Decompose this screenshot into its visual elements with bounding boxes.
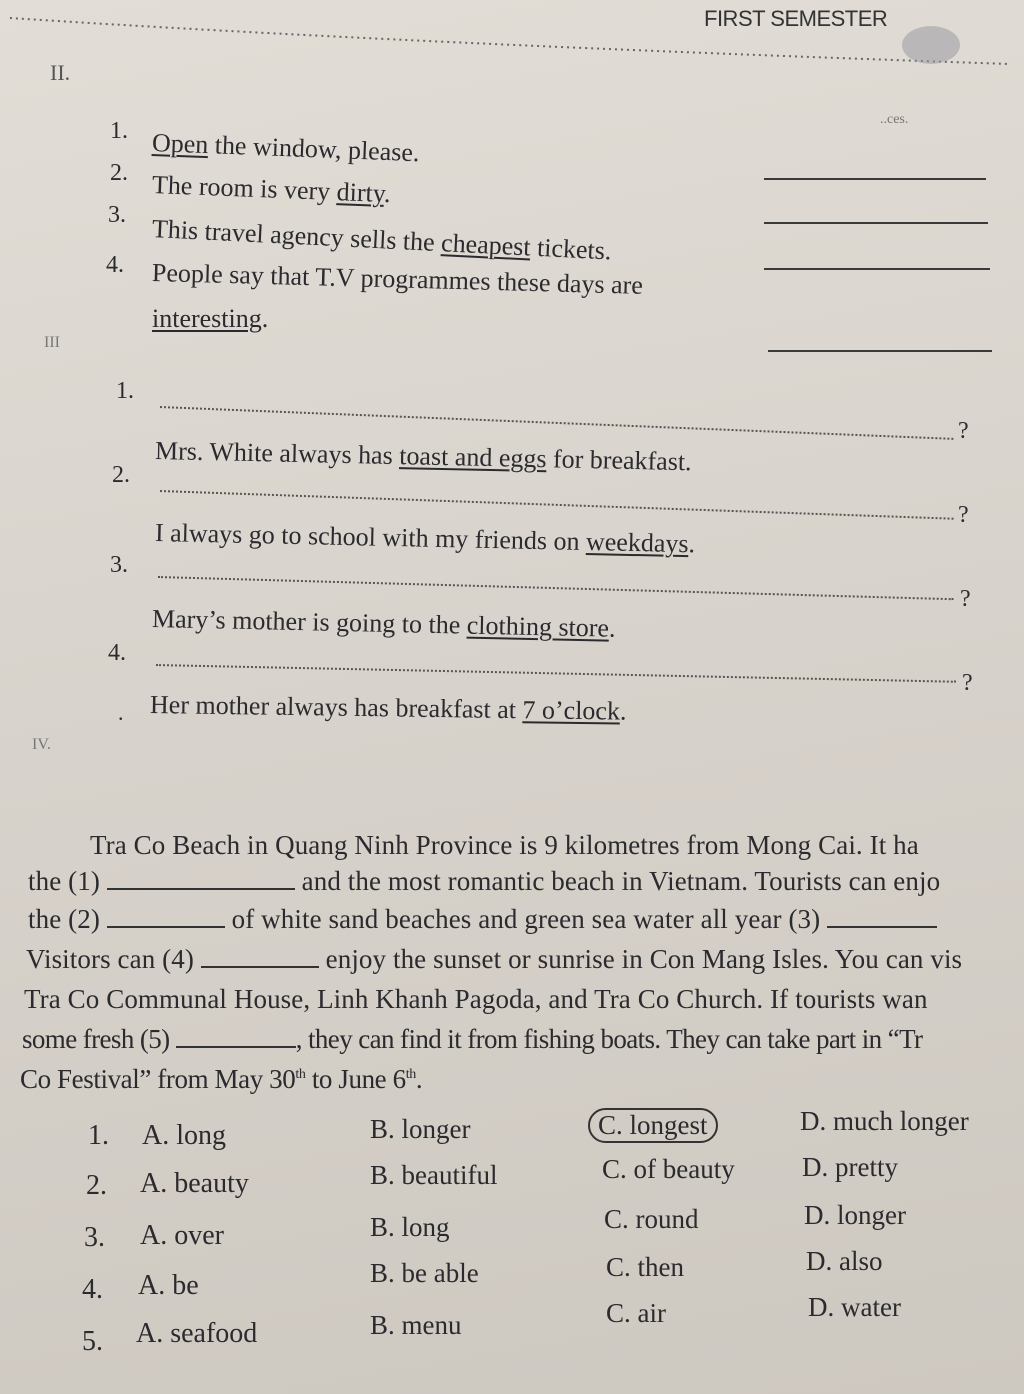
s3-question-mark-4: ? xyxy=(962,670,973,696)
s2-item-4-sentence-line1: People say that T.V programmes these days are xyxy=(151,258,644,300)
option-2-d[interactable]: D. pretty xyxy=(802,1152,898,1182)
option-2-b[interactable]: B. beautiful xyxy=(370,1160,498,1190)
s3-item-1-number: 1. xyxy=(116,378,134,404)
s3-item-4-sentence: Her mother always has breakfast at 7 o’clock. xyxy=(149,690,627,726)
s2-item-4-number: 4. xyxy=(106,252,124,278)
s2-answer-line-4[interactable] xyxy=(768,350,992,352)
selected-answer-circle: C. longest xyxy=(588,1108,718,1143)
s3-item-4-number: 4. xyxy=(108,640,126,666)
semester-header: FIRST SEMESTER xyxy=(704,6,888,31)
s2-item-4-sentence-line2: interesting. xyxy=(152,304,269,333)
option-4-b[interactable]: B. be able xyxy=(370,1258,479,1288)
option-5-a[interactable]: A. seafood xyxy=(136,1318,258,1349)
s2-answer-line-1[interactable] xyxy=(764,178,986,180)
passage-line-3: the (2) of white sand beaches and green sea water all year (3) xyxy=(28,904,937,935)
option-5-b[interactable]: B. menu xyxy=(370,1310,462,1340)
blank-1[interactable] xyxy=(107,866,295,890)
option-4-c[interactable]: C. then xyxy=(606,1252,684,1282)
passage-line-1: Tra Co Beach in Quang Ninh Province is 9 kilometres from Mong Cai. It ha xyxy=(90,830,919,860)
s3-item-3-sentence: Mary’s mother is going to the clothing store. xyxy=(151,604,616,643)
passage-line-7: Co Festival” from May 30th to June 6th. xyxy=(20,1064,423,1094)
s2-item-1-sentence: Open the window, please. xyxy=(151,128,421,168)
blank-5[interactable] xyxy=(176,1024,296,1048)
option-1-b[interactable]: B. longer xyxy=(370,1114,471,1144)
option-5-d[interactable]: D. water xyxy=(808,1292,901,1322)
s3-dotted-answer-line-4[interactable] xyxy=(156,664,956,683)
option-row-3-number: 3. xyxy=(84,1222,105,1253)
corner-note: ..ces. xyxy=(880,112,909,127)
option-2-a[interactable]: A. beauty xyxy=(140,1168,249,1199)
s2-item-1-number: 1. xyxy=(110,118,128,144)
s2-item-3-number: 3. xyxy=(108,202,126,228)
s3-bullet: . xyxy=(118,700,124,725)
blank-4[interactable] xyxy=(201,944,319,968)
passage-line-5: Tra Co Communal House, Linh Khanh Pagoda, and Tra Co Church. If tourists wan xyxy=(24,984,928,1014)
option-2-c[interactable]: C. of beauty xyxy=(602,1154,735,1184)
s3-dotted-answer-line-2[interactable] xyxy=(160,490,954,520)
s3-question-mark-3: ? xyxy=(960,586,971,612)
section-roman-numeral: II. xyxy=(50,60,71,85)
option-row-1-number: 1. xyxy=(88,1120,109,1151)
s3-dotted-answer-line-3[interactable] xyxy=(158,576,954,600)
s3-question-mark-2: ? xyxy=(958,502,969,528)
option-1-a[interactable]: A. long xyxy=(142,1120,226,1151)
blank-3[interactable] xyxy=(827,904,937,928)
option-4-a[interactable]: A. be xyxy=(138,1270,199,1301)
passage-line-4: Visitors can (4) enjoy the sunset or sunrise in Con Mang Isles. You can vis xyxy=(26,944,963,974)
passage-line-2: the (1) and the most romantic beach in Vietnam. Tourists can enjo xyxy=(28,866,941,896)
s3-item-2-number: 2. xyxy=(112,462,130,488)
s2-answer-line-3[interactable] xyxy=(764,268,990,270)
option-row-4-number: 4. xyxy=(82,1274,103,1305)
s2-item-2-number: 2. xyxy=(110,160,128,186)
blank-2[interactable] xyxy=(107,904,225,928)
page-badge-icon xyxy=(902,26,960,64)
s2-item-2-sentence: The room is very dirty. xyxy=(151,170,392,209)
option-1-d[interactable]: D. much longer xyxy=(800,1106,969,1136)
s2-item-3-sentence: This travel agency sells the cheapest tickets. xyxy=(151,214,613,266)
option-1-c[interactable] xyxy=(598,1108,718,1143)
s3-question-mark-1: ? xyxy=(958,418,969,444)
s3-dotted-answer-line-1[interactable] xyxy=(160,406,953,440)
option-3-c[interactable]: C. round xyxy=(604,1204,699,1234)
option-3-b[interactable]: B. long xyxy=(370,1212,450,1242)
option-3-a[interactable]: A. over xyxy=(140,1220,224,1251)
option-row-5-number: 5. xyxy=(82,1326,103,1357)
s2-answer-line-2[interactable] xyxy=(764,222,988,224)
option-row-2-number: 2. xyxy=(86,1170,107,1201)
option-3-d[interactable]: D. longer xyxy=(804,1200,906,1230)
s3-item-2-sentence: I always go to school with my friends on weekdays. xyxy=(154,518,696,559)
option-4-d[interactable]: D. also xyxy=(806,1246,883,1276)
option-5-c[interactable]: C. air xyxy=(606,1298,666,1328)
section-3-marker: III xyxy=(44,334,60,351)
s3-item-3-number: 3. xyxy=(110,552,128,578)
passage-line-6: some fresh (5) , they can find it from fishing boats. They can take part in “Tr xyxy=(22,1024,923,1054)
s3-item-1-sentence: Mrs. White always has toast and eggs for breakfast. xyxy=(154,436,692,477)
section-4-marker: IV. xyxy=(32,736,51,753)
